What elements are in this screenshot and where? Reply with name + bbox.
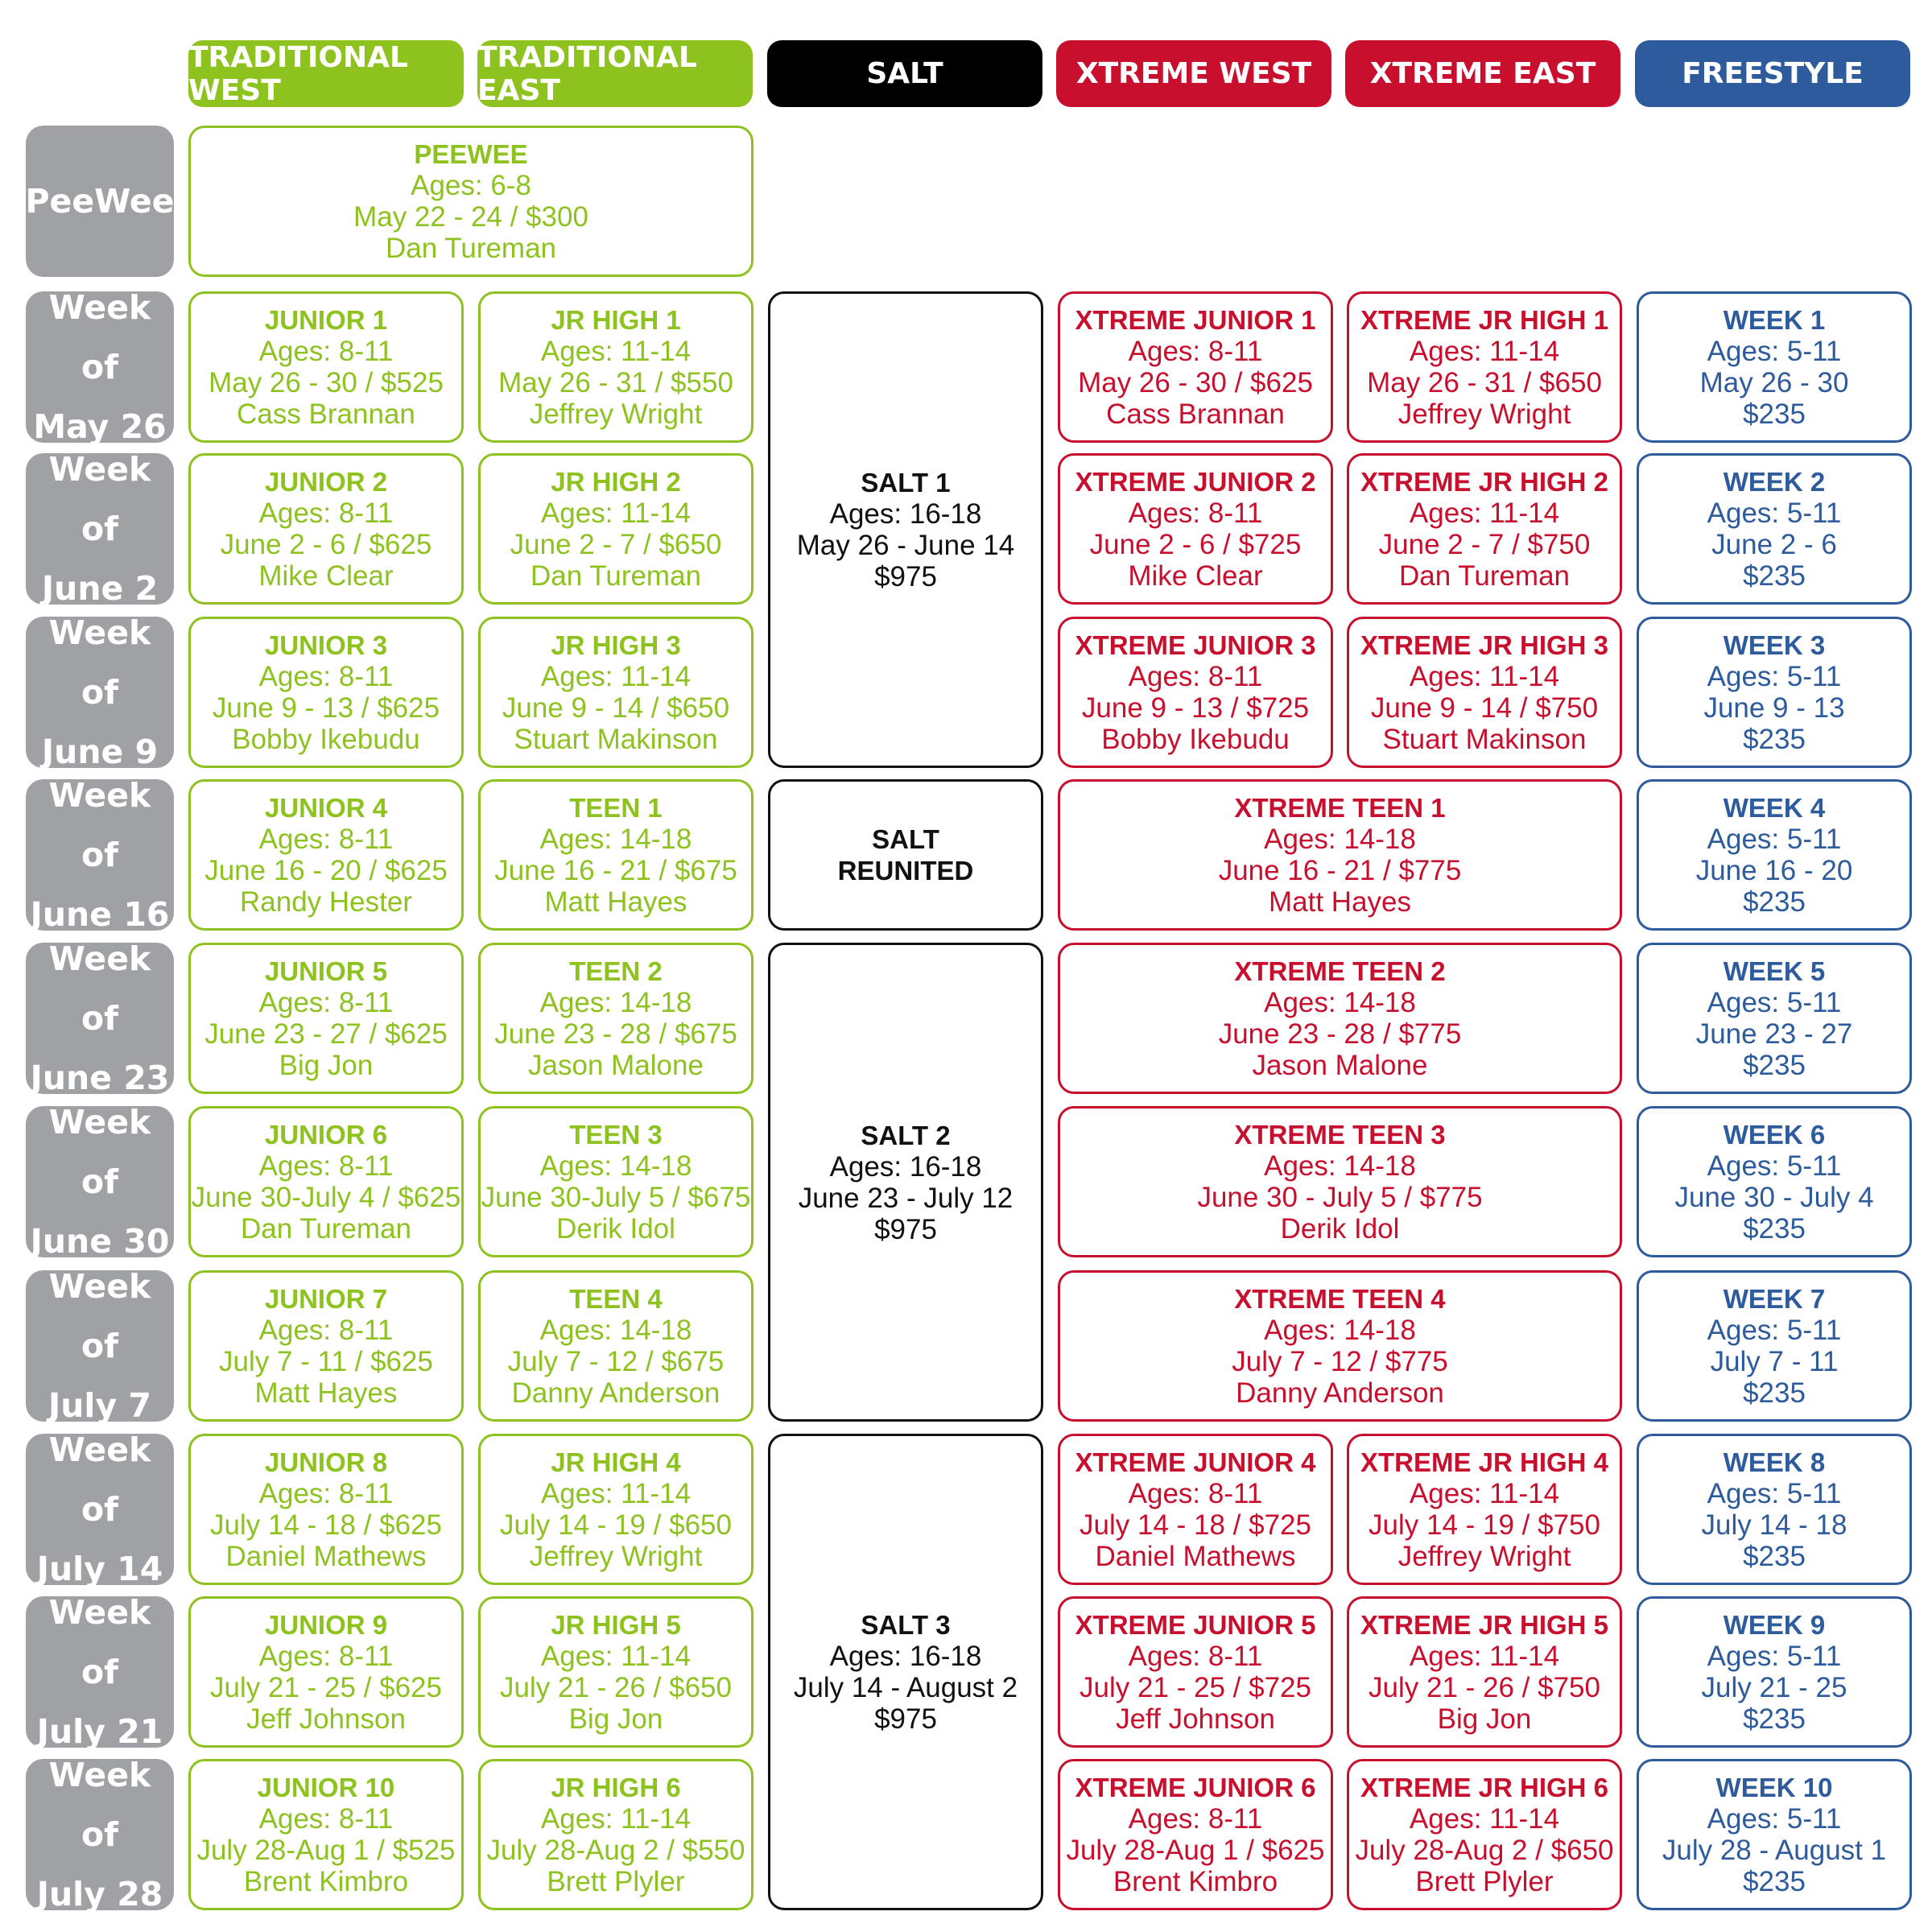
camp-detail: Ages: 11-14 (540, 1803, 691, 1835)
camp-detail: Ages: 5-11 (1707, 661, 1842, 692)
camp-cell-junior-8[interactable] (188, 1434, 464, 1585)
camp-detail: Ages: 14-18 (539, 987, 692, 1018)
camp-detail: Ages: 8-11 (258, 661, 394, 692)
camp-detail: Derik Idol (556, 1213, 675, 1245)
row-label-line: May 26 (33, 407, 167, 446)
camp-title: JR HIGH 1 (551, 305, 681, 335)
camp-detail: Ages: 11-14 (540, 336, 691, 367)
camp-detail: Big Jon (568, 1703, 663, 1735)
camp-detail: Ages: 5-11 (1707, 497, 1842, 529)
row-label-line: Week of (48, 1756, 151, 1854)
camp-title: JUNIOR 2 (264, 467, 388, 497)
camp-detail: Ages: 16-18 (829, 1150, 982, 1183)
camp-detail: Big Jon (279, 1050, 374, 1081)
row-label-june-2 (26, 450, 174, 608)
camp-detail: May 22 - 24 / $300 (353, 201, 588, 233)
row-label-line: Week of (48, 288, 151, 386)
camp-detail: Ages: 14-18 (1264, 1150, 1416, 1182)
camp-cell-jr-high-3[interactable] (478, 617, 753, 768)
camp-cell-week-1[interactable] (1637, 291, 1912, 443)
camp-detail: May 26 - 30 (1699, 367, 1849, 398)
camp-detail: Ages: 8-11 (258, 336, 394, 367)
camp-detail: June 2 - 7 / $750 (1378, 529, 1591, 560)
camp-detail: June 9 - 13 (1703, 692, 1845, 724)
row-label-line: July 28 (36, 1875, 163, 1913)
camp-detail: Ages: 8-11 (258, 1150, 394, 1182)
camp-detail: June 9 - 13 / $725 (1081, 692, 1310, 724)
camp-detail: Matt Hayes (1269, 886, 1411, 918)
camp-title: WEEK 5 (1723, 956, 1826, 986)
camp-title: XTREME JR HIGH 5 (1360, 1610, 1609, 1640)
camp-detail: Danny Anderson (511, 1377, 720, 1409)
camp-detail: Brent Kimbro (1113, 1866, 1278, 1897)
camp-detail: June 30-July 5 / $675 (481, 1182, 751, 1213)
row-label-line: Week of (48, 1593, 151, 1691)
camp-cell-junior-4[interactable] (188, 779, 464, 931)
row-label-june-23 (26, 939, 174, 1097)
camp-cell-xtreme-jr-high-5[interactable] (1347, 1596, 1622, 1748)
camp-cell-jr-high-4[interactable] (478, 1434, 753, 1585)
camp-detail: Ages: 8-11 (258, 497, 394, 529)
camp-detail: Jeff Johnson (1116, 1703, 1275, 1735)
camp-title: XTREME JUNIOR 2 (1075, 467, 1316, 497)
camp-title: SALT 1 (861, 468, 951, 497)
camp-detail: June 30 - July 5 / $775 (1197, 1182, 1483, 1213)
camp-cell-week-8[interactable] (1637, 1434, 1912, 1585)
camp-detail: Ages: 8-11 (1128, 1478, 1263, 1509)
camp-cell-week-6[interactable] (1637, 1106, 1912, 1257)
camp-detail: July 7 - 11 (1710, 1346, 1839, 1377)
camp-cell-salt-reunited[interactable] (768, 779, 1043, 931)
camp-title: JR HIGH 5 (551, 1610, 681, 1640)
row-label-july-21 (26, 1593, 174, 1751)
camp-detail: Daniel Mathews (1095, 1541, 1296, 1572)
camp-detail: July 14 - 18 / $725 (1080, 1509, 1311, 1541)
camp-cell-xtreme-junior-5[interactable] (1058, 1596, 1333, 1748)
camp-cell-xtreme-teen-2[interactable] (1058, 943, 1622, 1094)
camp-detail: June 9 - 14 / $750 (1370, 692, 1599, 724)
row-label-peewee (26, 126, 174, 277)
camp-title: WEEK 6 (1723, 1120, 1826, 1150)
camp-detail: June 16 - 20 / $625 (204, 855, 448, 886)
camp-detail: June 16 - 21 / $675 (494, 855, 737, 886)
column-header-traditional-west: TRADITIONAL WEST (188, 40, 464, 107)
camp-detail: Stuart Makinson (1382, 724, 1587, 755)
camp-title: TEEN 3 (569, 1120, 663, 1150)
camp-detail: Randy Hester (240, 886, 412, 918)
camp-detail: Ages: 8-11 (1128, 336, 1263, 367)
row-label-line: July 21 (36, 1712, 163, 1751)
row-label-line: PeeWee (25, 182, 175, 221)
camp-detail: Ages: 16-18 (829, 1641, 982, 1672)
camp-title: XTREME JR HIGH 4 (1360, 1447, 1609, 1477)
camp-detail: Ages: 5-11 (1707, 1478, 1842, 1509)
camp-detail: June 23 - 27 (1695, 1018, 1853, 1050)
camp-detail: Brett Plyler (1415, 1866, 1554, 1897)
camp-detail: Mike Clear (1128, 560, 1263, 592)
row-label-july-7 (26, 1267, 174, 1425)
camp-cell-xtreme-teen-4[interactable] (1058, 1270, 1622, 1422)
camp-detail: Ages: 8-11 (1128, 1803, 1263, 1835)
camp-detail: Jeffrey Wright (1397, 398, 1571, 430)
camp-title: TEEN 1 (569, 793, 663, 823)
row-label-line: Week of (48, 1430, 151, 1529)
camp-cell-salt-1[interactable] (768, 291, 1043, 768)
camp-cell-jr-high-1[interactable] (478, 291, 753, 443)
camp-detail: Bobby Ikebudu (1101, 724, 1290, 755)
camp-title: REUNITED (837, 856, 974, 886)
camp-detail: Jeff Johnson (246, 1703, 406, 1735)
camp-detail: Ages: 8-11 (258, 1315, 394, 1346)
camp-title: XTREME JUNIOR 5 (1075, 1610, 1316, 1640)
camp-cell-week-2[interactable] (1637, 453, 1912, 605)
camp-cell-week-3[interactable] (1637, 617, 1912, 768)
camp-detail: Stuart Makinson (514, 724, 718, 755)
camp-detail: Ages: 5-11 (1707, 1803, 1842, 1835)
camp-cell-xtreme-jr-high-4[interactable] (1347, 1434, 1622, 1585)
camp-detail: July 14 - 18 / $625 (210, 1509, 442, 1541)
row-label-line: Week of (48, 939, 151, 1038)
camp-detail: Cass Brannan (237, 398, 415, 430)
camp-cell-xtreme-junior-2[interactable] (1058, 453, 1333, 605)
camp-title: XTREME JR HIGH 1 (1360, 305, 1609, 335)
camp-title: JR HIGH 4 (551, 1447, 681, 1477)
camp-detail: Ages: 11-14 (1409, 661, 1560, 692)
camp-detail: Ages: 5-11 (1707, 1315, 1842, 1346)
camp-detail: Bobby Ikebudu (232, 724, 420, 755)
camp-cell-junior-10[interactable] (188, 1759, 464, 1910)
camp-detail: June 16 - 21 / $775 (1218, 855, 1462, 886)
camp-title: XTREME TEEN 1 (1234, 793, 1446, 823)
camp-title: XTREME JUNIOR 6 (1075, 1773, 1316, 1802)
camp-title: JUNIOR 5 (264, 956, 388, 986)
camp-detail: July 21 - 25 (1701, 1672, 1847, 1703)
column-header-traditional-east: TRADITIONAL EAST (477, 40, 753, 107)
camp-detail: $235 (1743, 1703, 1806, 1735)
row-label-line: Week of (48, 1103, 151, 1201)
camp-detail: June 2 - 7 / $650 (510, 529, 722, 560)
camp-detail: July 28-Aug 2 / $550 (486, 1835, 745, 1866)
camp-detail: July 28 - August 1 (1662, 1835, 1887, 1866)
camp-title: XTREME JUNIOR 4 (1075, 1447, 1316, 1477)
camp-title: XTREME JR HIGH 6 (1360, 1773, 1609, 1802)
row-label-line: June 30 (30, 1222, 170, 1261)
camp-detail: Ages: 5-11 (1707, 1641, 1842, 1672)
camp-cell-week-5[interactable] (1637, 943, 1912, 1094)
camp-cell-junior-1[interactable] (188, 291, 464, 443)
camp-detail: July 28-Aug 1 / $625 (1066, 1835, 1325, 1866)
camp-detail: Ages: 5-11 (1707, 987, 1842, 1018)
camp-title: SALT 3 (861, 1610, 951, 1640)
camp-title: SALT (872, 824, 939, 854)
camp-detail: Jeffrey Wright (529, 1541, 703, 1572)
camp-detail: Derik Idol (1280, 1213, 1400, 1245)
camp-detail: Ages: 11-14 (1409, 1641, 1560, 1672)
camp-detail: Ages: 11-14 (1409, 1478, 1560, 1509)
camp-detail: July 7 - 12 / $775 (1232, 1346, 1448, 1377)
camp-detail: June 30 - July 4 (1674, 1182, 1874, 1213)
camp-title: XTREME TEEN 4 (1234, 1284, 1446, 1314)
camp-title: JUNIOR 3 (264, 630, 388, 660)
camp-detail: Ages: 11-14 (540, 1478, 691, 1509)
camp-title: WEEK 2 (1723, 467, 1826, 497)
camp-cell-xtreme-jr-high-1[interactable] (1347, 291, 1622, 443)
camp-cell-jr-high-2[interactable] (478, 453, 753, 605)
camp-detail: Ages: 11-14 (1409, 497, 1560, 529)
camp-detail: May 26 - 30 / $625 (1078, 367, 1313, 398)
camp-detail: July 28-Aug 2 / $650 (1355, 1835, 1614, 1866)
camp-detail: $235 (1743, 1213, 1806, 1245)
camp-detail: $235 (1743, 886, 1806, 918)
camp-detail: $235 (1743, 724, 1806, 755)
row-label-june-16 (26, 776, 174, 934)
camp-cell-junior-7[interactable] (188, 1270, 464, 1422)
camp-title: XTREME JUNIOR 3 (1075, 630, 1316, 660)
camp-detail: Ages: 14-18 (1264, 987, 1416, 1018)
camp-detail: Ages: 11-14 (540, 661, 691, 692)
camp-cell-junior-5[interactable] (188, 943, 464, 1094)
camp-title: WEEK 3 (1723, 630, 1826, 660)
camp-detail: June 16 - 20 (1695, 855, 1853, 886)
camp-detail: Mike Clear (258, 560, 394, 592)
camp-title: XTREME TEEN 2 (1234, 956, 1446, 986)
camp-cell-xtreme-jr-high-6[interactable] (1347, 1759, 1622, 1910)
camp-title: WEEK 10 (1715, 1773, 1833, 1802)
camp-cell-week-7[interactable] (1637, 1270, 1912, 1422)
row-label-line: June 16 (30, 895, 170, 934)
camp-detail: June 23 - 28 / $775 (1218, 1018, 1462, 1050)
camp-cell-xtreme-jr-high-3[interactable] (1347, 617, 1622, 768)
camp-detail: June 2 - 6 / $725 (1089, 529, 1302, 560)
camp-detail: Ages: 8-11 (1128, 1641, 1263, 1672)
camp-detail: Ages: 11-14 (1409, 1803, 1560, 1835)
camp-cell-teen-1[interactable] (478, 779, 753, 931)
row-label-line: July 14 (36, 1550, 163, 1588)
camp-cell-salt-3[interactable] (768, 1434, 1043, 1910)
camp-cell-xtreme-junior-4[interactable] (1058, 1434, 1333, 1585)
camp-detail: Ages: 5-11 (1707, 1150, 1842, 1182)
camp-title: JUNIOR 7 (264, 1284, 388, 1314)
column-header-freestyle: FREESTYLE (1635, 40, 1910, 107)
camp-detail: Matt Hayes (544, 886, 687, 918)
camp-detail: Ages: 8-11 (258, 1803, 394, 1835)
camp-detail: Dan Tureman (240, 1213, 412, 1245)
camp-cell-junior-3[interactable] (188, 617, 464, 768)
camp-detail: Dan Tureman (530, 560, 702, 592)
camp-title: WEEK 7 (1723, 1284, 1826, 1314)
camp-detail: Jeffrey Wright (529, 398, 703, 430)
camp-detail: Ages: 8-11 (258, 824, 394, 855)
camp-cell-week-9[interactable] (1637, 1596, 1912, 1748)
camp-title: PEEWEE (414, 139, 528, 169)
camp-detail: $235 (1743, 1377, 1806, 1409)
row-label-line: June 23 (30, 1059, 170, 1097)
camp-detail: Ages: 8-11 (258, 1641, 394, 1672)
camp-detail: Ages: 14-18 (539, 1315, 692, 1346)
row-label-may-26 (26, 288, 174, 446)
camp-detail: May 26 - 31 / $550 (498, 367, 733, 398)
camp-detail: June 2 - 6 / $625 (220, 529, 432, 560)
camp-detail: July 14 - August 2 (793, 1672, 1018, 1703)
camp-detail: June 23 - 27 / $625 (204, 1018, 448, 1050)
row-label-july-14 (26, 1430, 174, 1588)
camp-detail: Jason Malone (1252, 1050, 1428, 1081)
camp-detail: $235 (1743, 1541, 1806, 1572)
row-label-line: July 7 (47, 1386, 152, 1425)
camp-detail: Ages: 11-14 (540, 1641, 691, 1672)
camp-detail: $975 (874, 561, 937, 592)
camp-cell-peewee[interactable] (188, 126, 753, 277)
camp-title: JUNIOR 1 (264, 305, 388, 335)
camp-title: XTREME TEEN 3 (1234, 1120, 1446, 1150)
camp-detail: June 30-July 4 / $625 (191, 1182, 461, 1213)
camp-cell-xtreme-junior-3[interactable] (1058, 617, 1333, 768)
camp-detail: July 21 - 26 / $750 (1368, 1672, 1600, 1703)
camp-cell-xtreme-junior-1[interactable] (1058, 291, 1333, 443)
camp-cell-salt-2[interactable] (768, 943, 1043, 1422)
camp-detail: Ages: 14-18 (1264, 824, 1416, 855)
camp-detail: Ages: 5-11 (1707, 824, 1842, 855)
camp-title: JUNIOR 8 (264, 1447, 388, 1477)
row-label-line: June 9 (41, 733, 159, 771)
camp-cell-teen-4[interactable] (478, 1270, 753, 1422)
camp-cell-xtreme-junior-6[interactable] (1058, 1759, 1333, 1910)
camp-detail: July 21 - 26 / $650 (500, 1672, 732, 1703)
camp-detail: June 2 - 6 (1711, 529, 1837, 560)
camp-detail: Cass Brannan (1106, 398, 1285, 430)
camp-detail: June 23 - 28 / $675 (494, 1018, 737, 1050)
camp-detail: $235 (1743, 1866, 1806, 1897)
camp-title: SALT 2 (861, 1120, 951, 1150)
camp-detail: May 26 - 30 / $525 (208, 367, 444, 398)
camp-title: JR HIGH 2 (551, 467, 681, 497)
camp-detail: July 14 - 19 / $650 (500, 1509, 732, 1541)
row-label-july-28 (26, 1756, 174, 1913)
camp-detail: July 28-Aug 1 / $525 (196, 1835, 456, 1866)
camp-detail: Ages: 14-18 (539, 1150, 692, 1182)
camp-detail: July 21 - 25 / $625 (210, 1672, 442, 1703)
camp-detail: Danny Anderson (1236, 1377, 1444, 1409)
camp-cell-xtreme-teen-3[interactable] (1058, 1106, 1622, 1257)
camp-title: XTREME JUNIOR 1 (1075, 305, 1316, 335)
row-label-line: Week of (48, 776, 151, 874)
camp-cell-week-4[interactable] (1637, 779, 1912, 931)
camp-detail: $235 (1743, 398, 1806, 430)
camp-detail: Ages: 11-14 (540, 497, 691, 529)
camp-detail: May 26 - 31 / $650 (1367, 367, 1602, 398)
camp-title: WEEK 8 (1723, 1447, 1826, 1477)
camp-detail: Ages: 5-11 (1707, 336, 1842, 367)
camp-title: TEEN 4 (569, 1284, 663, 1314)
camp-detail: Ages: 8-11 (1128, 497, 1263, 529)
camp-detail: $235 (1743, 1050, 1806, 1081)
column-header-xtreme-east: XTREME EAST (1345, 40, 1620, 107)
camp-cell-teen-3[interactable] (478, 1106, 753, 1257)
camp-title: XTREME JR HIGH 2 (1360, 467, 1609, 497)
camp-detail: June 23 - July 12 (798, 1182, 1013, 1214)
camp-title: JUNIOR 4 (264, 793, 388, 823)
camp-detail: $235 (1743, 560, 1806, 592)
camp-detail: Ages: 14-18 (539, 824, 692, 855)
camp-detail: Ages: 8-11 (258, 987, 394, 1018)
camp-detail: Daniel Mathews (225, 1541, 427, 1572)
camp-detail: Jeffrey Wright (1397, 1541, 1571, 1572)
camp-detail: May 26 - June 14 (796, 530, 1015, 561)
camp-detail: Ages: 14-18 (1264, 1315, 1416, 1346)
camp-title: JUNIOR 6 (264, 1120, 388, 1150)
camp-detail: July 7 - 11 / $625 (219, 1346, 433, 1377)
camp-detail: Jason Malone (528, 1050, 704, 1081)
camp-cell-junior-9[interactable] (188, 1596, 464, 1748)
camp-cell-xtreme-teen-1[interactable] (1058, 779, 1622, 931)
row-label-line: Week of (48, 1267, 151, 1365)
camp-cell-teen-2[interactable] (478, 943, 753, 1094)
camp-cell-week-10[interactable] (1637, 1759, 1912, 1910)
camp-detail: June 9 - 13 / $625 (212, 692, 440, 724)
camp-detail: Ages: 16-18 (829, 498, 982, 530)
camp-title: TEEN 2 (569, 956, 663, 986)
camp-title: JR HIGH 3 (551, 630, 681, 660)
camp-title: WEEK 4 (1723, 793, 1826, 823)
row-label-line: Week of (48, 613, 151, 712)
camp-detail: July 21 - 25 / $725 (1080, 1672, 1311, 1703)
camp-detail: Brett Plyler (547, 1866, 685, 1897)
camp-detail: June 9 - 14 / $650 (502, 692, 730, 724)
camp-title: JUNIOR 9 (264, 1610, 388, 1640)
camp-cell-jr-high-6[interactable] (478, 1759, 753, 1910)
camp-title: JR HIGH 6 (551, 1773, 681, 1802)
camp-detail: $975 (874, 1703, 937, 1735)
camp-detail: Dan Tureman (1398, 560, 1571, 592)
camp-title: XTREME JR HIGH 3 (1360, 630, 1609, 660)
camp-detail: Brent Kimbro (243, 1866, 409, 1897)
camp-detail: Ages: 8-11 (1128, 661, 1263, 692)
camp-cell-junior-2[interactable] (188, 453, 464, 605)
camp-title: WEEK 1 (1723, 305, 1826, 335)
camp-detail: July 14 - 19 / $750 (1368, 1509, 1600, 1541)
camp-cell-xtreme-jr-high-2[interactable] (1347, 453, 1622, 605)
camp-detail: Dan Tureman (385, 233, 557, 264)
column-header-salt: SALT (767, 40, 1042, 107)
row-label-line: June 2 (41, 569, 159, 608)
camp-title: WEEK 9 (1723, 1610, 1826, 1640)
camp-detail: July 14 - 18 (1701, 1509, 1847, 1541)
camp-cell-junior-6[interactable] (188, 1106, 464, 1257)
camp-detail: Matt Hayes (254, 1377, 398, 1409)
camp-detail: $975 (874, 1213, 937, 1245)
camp-title: JUNIOR 10 (257, 1773, 395, 1802)
camp-detail: Ages: 6-8 (411, 170, 531, 201)
row-label-line: Week of (48, 450, 151, 548)
camp-detail: Ages: 8-11 (258, 1478, 394, 1509)
camp-cell-jr-high-5[interactable] (478, 1596, 753, 1748)
camp-detail: Big Jon (1437, 1703, 1532, 1735)
row-label-june-9 (26, 613, 174, 771)
camp-detail: July 7 - 12 / $675 (507, 1346, 724, 1377)
column-header-xtreme-west: XTREME WEST (1056, 40, 1331, 107)
row-label-june-30 (26, 1103, 174, 1261)
camp-detail: Ages: 11-14 (1409, 336, 1560, 367)
